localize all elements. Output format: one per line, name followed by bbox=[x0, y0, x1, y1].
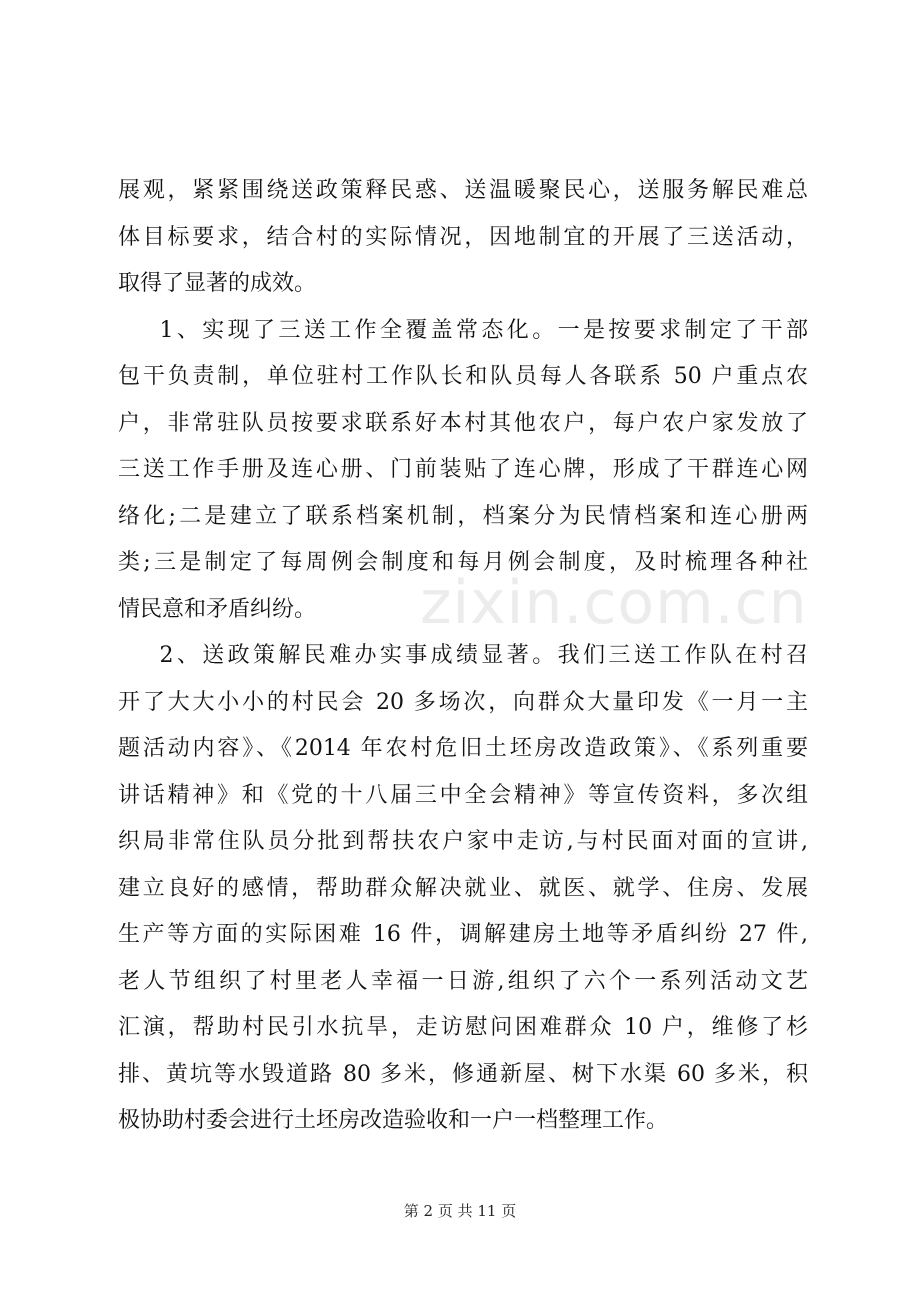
text-line: 类;三是制定了每周例会制度和每月例会制度，及时梳理各种社 bbox=[118, 550, 808, 575]
text-line: 三送工作手册及连心册、门前装贴了连心牌，形成了干群连心网 bbox=[118, 457, 808, 482]
text-line: 取得了显著的成效。 bbox=[118, 271, 317, 296]
text-line: 情民意和矛盾纠纷。 bbox=[118, 596, 317, 622]
body-text bbox=[118, 168, 808, 1145]
text-line: 展观，紧紧围绕送政策释民惑、送温暖聚民心，送服务解民难总 bbox=[118, 178, 808, 203]
text-line: 开了大大小小的村民会 20 多场次，向群众大量印发《一月一主 bbox=[118, 689, 808, 715]
text-line: 络化;二是建立了联系档案机制，档案分为民情档案和连心册两 bbox=[118, 503, 808, 529]
text-line: 讲话精神》和《党的十八届三中全会精神》等宣传资料，多次组 bbox=[118, 782, 808, 808]
text-line: 1、实现了三送工作全覆盖常态化。一是按要求制定了干部 bbox=[118, 317, 808, 343]
text-line: 汇演，帮助村民引水抗旱，走访慰问困难群众 10 户，维修了杉 bbox=[118, 1015, 808, 1040]
text-line: 排、黄坑等水毁道路 80 多米，修通新屋、树下水渠 60 多米，积 bbox=[118, 1061, 808, 1087]
text-line: 2、送政策解民难办实事成绩显著。我们三送工作队在村召 bbox=[118, 643, 808, 668]
text-line: 包干负责制，单位驻村工作队长和队员每人各联系 50 户重点农 bbox=[118, 364, 808, 389]
text-line: 题活动内容》、《2014 年农村危旧土坯房改造政策》、《系列重要 bbox=[118, 736, 808, 761]
text-line: 体目标要求，结合村的实际情况，因地制宜的开展了三送活动， bbox=[118, 224, 808, 250]
text-line: 户，非常驻队员按要求联系好本村其他农户，每户农户家发放了 bbox=[118, 410, 808, 436]
text-line: 极协助村委会进行土坯房改造验收和一户一档整理工作。 bbox=[118, 1108, 669, 1133]
text-line: 老人节组织了村里老人幸福一日游,组织了六个一系列活动文艺 bbox=[118, 968, 808, 994]
page-footer: 第 2 页 共 11 页 bbox=[403, 1202, 517, 1220]
watermark: zixin.com.cn bbox=[420, 568, 808, 638]
text-line: 织局非常住队员分批到帮扶农户家中走访,与村民面对面的宣讲, bbox=[118, 829, 808, 854]
text-line: 建立良好的感情，帮助群众解决就业、就医、就学、住房、发展 bbox=[118, 875, 808, 901]
text-line: 生产等方面的实际困难 16 件，调解建房土地等矛盾纠纷 27 件, bbox=[118, 922, 808, 947]
